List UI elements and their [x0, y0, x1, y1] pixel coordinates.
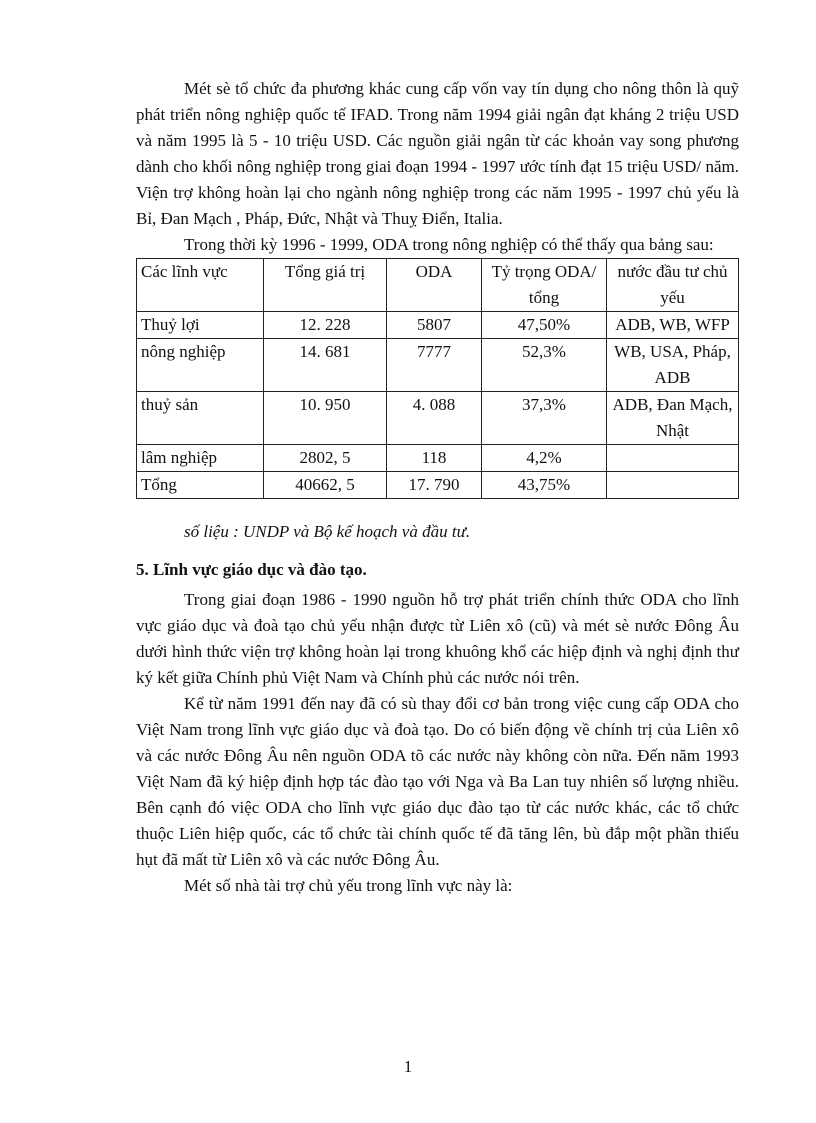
cell-main-donors: WB, USA, Pháp, ADB	[607, 339, 739, 392]
paragraph-1986-1990: Trong giai đoạn 1986 - 1990 nguồn hỗ trợ phát triển chính thức ODA cho lĩnh vực giáo dục và đoà tạo chủ yếu nhận được từ Liên xô (cũ) và mét sè nước Đông Âu dưới hình thức viện trợ không hoàn lại trong khuông khổ các hiệp định và nghị định thư ký kết giữa Chính phủ Việt Nam và Chính phủ các nước nói trên.	[136, 590, 739, 687]
cell-sector: thuỷ sản	[137, 392, 264, 445]
cell-sector: lâm nghiệp	[137, 445, 264, 472]
header-total-value: Tổng giá trị	[264, 259, 387, 312]
cell-oda: 17. 790	[387, 472, 482, 499]
cell-total-value: 12. 228	[264, 312, 387, 339]
table-row	[137, 392, 739, 445]
table-row	[137, 445, 739, 472]
cell-oda-share: 52,3%	[482, 339, 607, 392]
header-oda: ODA	[387, 259, 482, 312]
section-heading: 5. Lĩnh vực giáo dục và đào tạo.	[136, 560, 367, 579]
cell-oda-share: 47,50%	[482, 312, 607, 339]
cell-main-donors: ADB, Đan Mạch, Nhật	[607, 392, 739, 445]
paragraph-table-intro: Trong thời kỳ 1996 - 1999, ODA trong nông nghiệp có thể thấy qua bảng sau:	[184, 235, 714, 254]
cell-main-donors	[607, 445, 739, 472]
cell-oda: 7777	[387, 339, 482, 392]
page-number: 1	[403, 1057, 413, 1076]
cell-oda: 4. 088	[387, 392, 482, 445]
table-row	[137, 339, 739, 392]
header-main-donors: nước đầu tư chủ yếu	[607, 259, 739, 312]
cell-sector: Thuỷ lợi	[137, 312, 264, 339]
cell-main-donors: ADB, WB, WFP	[607, 312, 739, 339]
table-row	[137, 312, 739, 339]
cell-total-value: 2802, 5	[264, 445, 387, 472]
header-oda-share: Tỷ trọng ODA/ tổng	[482, 259, 607, 312]
paragraph-since-1991: Kể từ năm 1991 đến nay đã có sù thay đổi cơ bản trong việc cung cấp ODA cho Việt Nam trong lĩnh vực giáo dục và đoà tạo. Do có biến động về chính trị của Liên xô và các nước Đông Âu nên nguồn ODA tõ các nước này không còn nữa. Đến năm 1993 Việt Nam đã ký hiệp định hợp tác đào tạo với Nga và Ba Lan tuy nhiên số lượng nhiều. Bên cạnh đó việc ODA cho lĩnh vực giáo dục đào tạo từ các nước khác, các tổ chức thuộc Liên hiệp quốc, các tổ chức tài chính quốc tế đã tăng lên, bù đắp một phần thiếu hụt đã mất từ Liên xô và các nước Đông Âu.	[136, 694, 739, 869]
table-source-note: số liệu : UNDP và Bộ kế hoạch và đầu tư.	[184, 522, 471, 541]
cell-oda-share: 4,2%	[482, 445, 607, 472]
oda-agriculture-table-wrap	[136, 258, 739, 499]
cell-oda-share: 43,75%	[482, 472, 607, 499]
cell-oda: 5807	[387, 312, 482, 339]
oda-agriculture-table	[136, 258, 739, 499]
table-header-row	[137, 259, 739, 312]
cell-total-value: 14. 681	[264, 339, 387, 392]
cell-oda-share: 37,3%	[482, 392, 607, 445]
paragraph-ifad: Mét sè tổ chức đa phương khác cung cấp vốn vay tín dụng cho nông thôn là quỹ phát triển nông nghiệp quốc tế IFAD. Trong năm 1994 giải ngân đạt kháng 2 triệu USD và năm 1995 là 5 - 10 triệu USD. Các nguồn giải ngân từ các khoản vay song phương dành cho khối nông nghiệp trong giai đoạn 1994 - 1997 ước tính đạt 15 triệu USD/ năm. Viện trợ không hoàn lại cho ngành nông nghiệp trong các năm 1995 - 1997 chủ yếu là Bỉ, Đan Mạch , Pháp, Đức, Nhật và Thuỵ Điển, Italia.	[136, 79, 739, 228]
table-row-total	[137, 472, 739, 499]
document-page	[136, 76, 739, 899]
paragraph-main-donors: Mét số nhà tài trợ chủ yếu trong lĩnh vực này là:	[184, 876, 513, 895]
cell-oda: 118	[387, 445, 482, 472]
cell-main-donors	[607, 472, 739, 499]
header-sector: Các lĩnh vực	[137, 259, 264, 312]
cell-sector: nông nghiệp	[137, 339, 264, 392]
cell-sector: Tổng	[137, 472, 264, 499]
cell-total-value: 10. 950	[264, 392, 387, 445]
cell-total-value: 40662, 5	[264, 472, 387, 499]
